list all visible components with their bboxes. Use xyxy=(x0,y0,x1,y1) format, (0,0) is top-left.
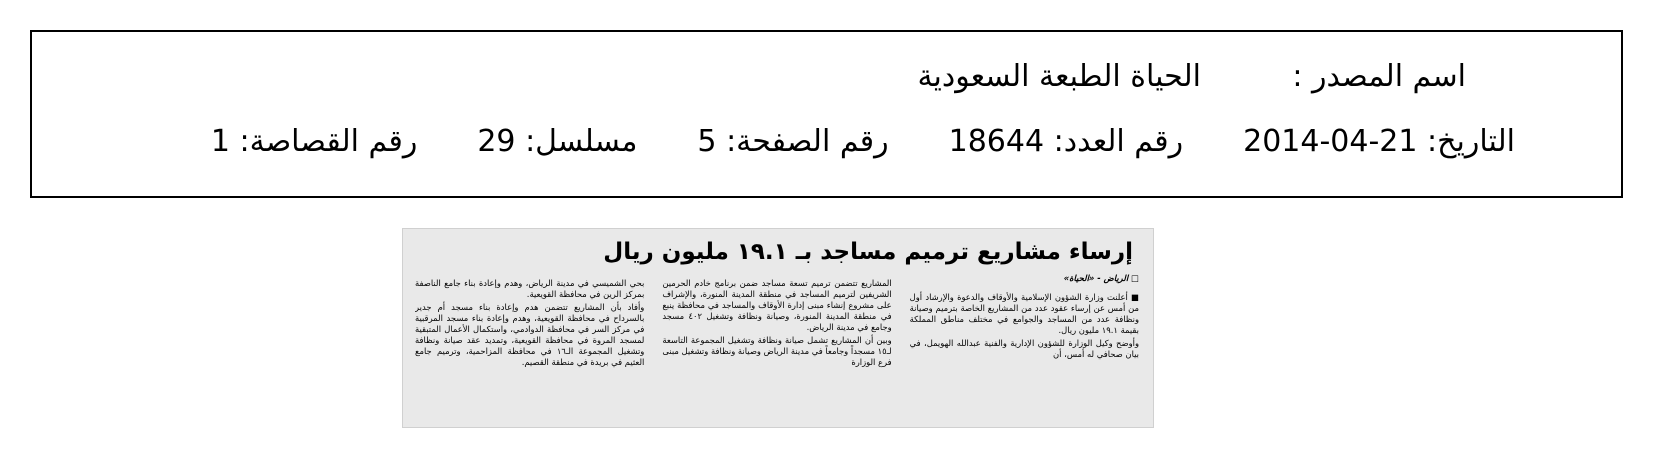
source-label: اسم المصدر : xyxy=(1292,59,1466,94)
clip-number-label: رقم القصاصة: xyxy=(239,124,418,159)
issue-label: رقم العدد: xyxy=(1053,124,1184,159)
paragraph: وأفاد بأن المشاريع تتضمن هدم وإعادة بناء مسجد أم جدير بالسرداح في محافظة القويعية، وهدم وإعادة بناء مسجد المرقبية في مركز السر في محافظة الدوادمي، واستكمال الأعمال المتبقية لمسجد المروة في محافظة القويعية، وتمديد عقد صيانة ونظافة وتشغيل المجموعة الـ١٦ في محافظة المزاحمية، وترميم جامع العثيم في بريدة في منطقة القصيم. xyxy=(415,302,645,367)
article-body xyxy=(415,273,1139,421)
clipping-header xyxy=(30,30,1623,198)
paragraph: وبين أن المشاريع تشمل صيانة ونظافة وتشغيل المجموعة التاسعة لـ١٥ مسجداً وجامعاً في مدينة الرياض وصيانة ونظافة وتشغيل مبنى فرع الوزارة xyxy=(662,335,892,367)
date-value: 2014-04-21 xyxy=(1243,124,1418,159)
page-field xyxy=(697,124,889,159)
date-field xyxy=(1243,124,1515,159)
article-column-middle xyxy=(662,273,891,421)
article-byline: □ الرياض - «الحياة» xyxy=(1063,273,1139,283)
date-label: التاريخ: xyxy=(1427,124,1515,159)
article-column-right xyxy=(910,273,1139,421)
issue-field xyxy=(948,124,1184,159)
source-value: الحياة الطبعة السعودية xyxy=(917,59,1201,94)
meta-row xyxy=(210,124,1515,159)
article-headline: إرساء مشاريع ترميم مساجد بـ ١٩.١ مليون ريال xyxy=(603,239,1133,265)
clip-number-value: 1 xyxy=(210,124,230,159)
issue-value: 18644 xyxy=(948,124,1045,159)
paragraph: ■ أعلنت وزارة الشؤون الإسلامية والأوقاف والدعوة والإرشاد أول من أمس عن إرساء عقود عدد من المشاريع الخاصة بترميم وصيانة ونظافة عدد من المساجد والجوامع في مختلف مناطق المملكة بقيمة ١٩.١ مليون ريال. xyxy=(909,292,1139,335)
page-label: رقم الصفحة: xyxy=(726,124,889,159)
serial-value: 29 xyxy=(477,124,516,159)
newspaper-clipping xyxy=(402,228,1154,428)
paragraph: المشاريع تتضمن ترميم تسعة مساجد ضمن برنامج خادم الحرمين الشريفين لترميم المساجد في منطقة المدينة المنورة، والإشراف على مشروع إنشاء مبنى إدارة الأوقاف والمساجد في محافظة ينبع في منطقة المدينة المنورة، وصيانة ونظافة وتشغيل ٤٠٢ مسجد وجامع في مدينة الرياض. xyxy=(662,278,892,332)
paragraph: بحي الشميسي في مدينة الرياض، وهدم وإعادة بناء جامع الناصفة بمركز الرين في محافظة القويعية. xyxy=(415,278,645,299)
serial-field xyxy=(477,124,638,159)
article-column-left xyxy=(415,273,644,421)
serial-label: مسلسل: xyxy=(525,124,638,159)
paragraph: وأوضح وكيل الوزارة للشؤون الإدارية والفنية عبدالله الهويمل، في بيان صحافي له أمس، أن xyxy=(909,338,1139,359)
clip-number-field xyxy=(210,124,418,159)
page-value: 5 xyxy=(697,124,717,159)
